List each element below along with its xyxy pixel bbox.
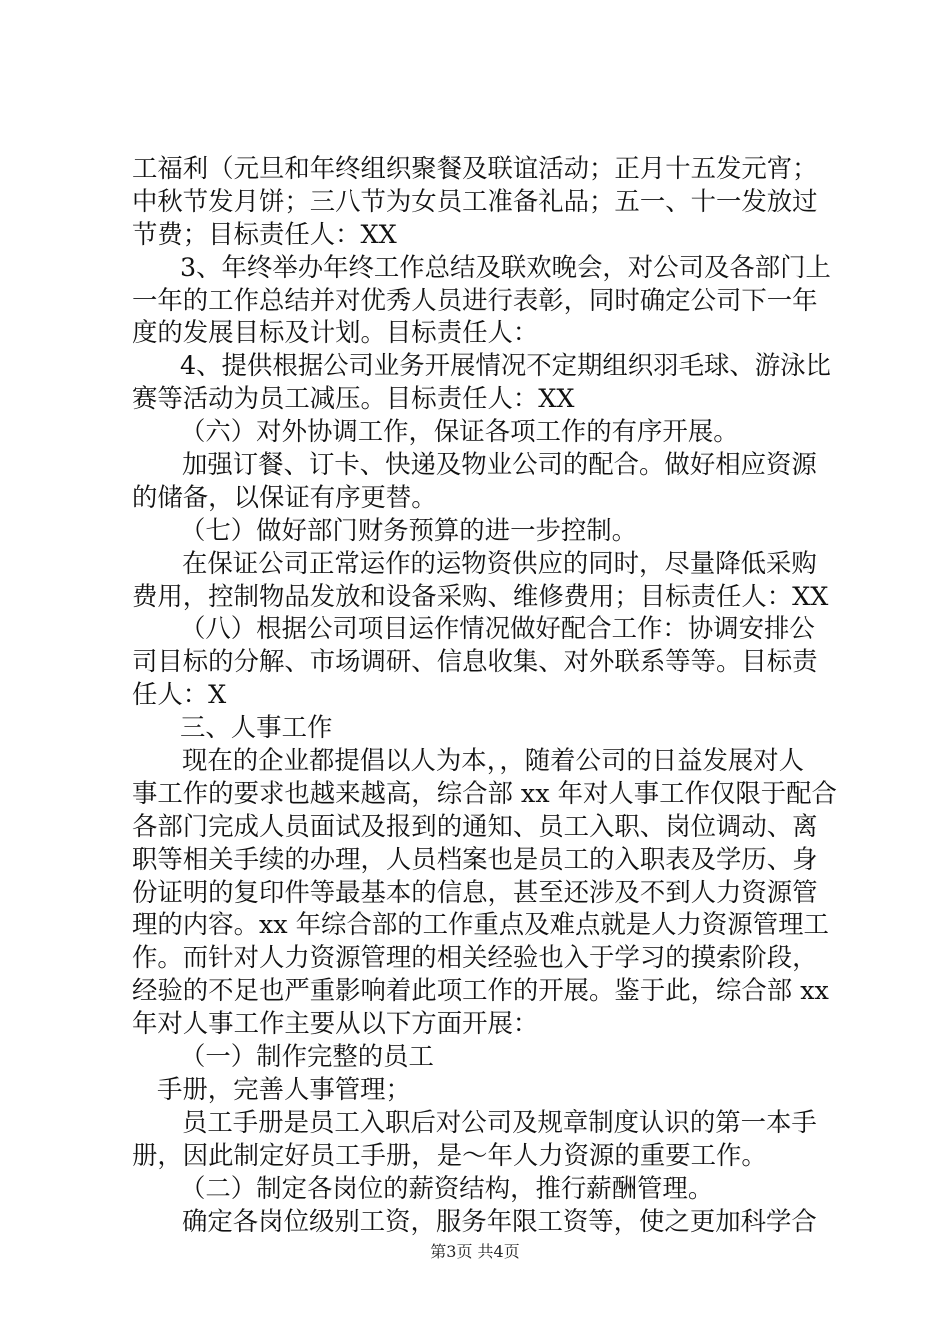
text-line: 3、年终举办年终工作总结及联欢晚会，对公司及各部门上 xyxy=(180,251,831,282)
text-line: 作。而针对人力资源管理的相关经验也入于学习的摸索阶段， xyxy=(132,942,818,973)
text-line: 的储备，以保证有序更替。 xyxy=(132,481,437,512)
section-heading: （八）根据公司项目运作情况做好配合工作：协调安排公 xyxy=(180,613,815,644)
text-line: 年对人事工作主要从以下方面开展： xyxy=(132,1008,539,1039)
text-line: 员工手册是员工入职后对公司及规章制度认识的第一本手 xyxy=(182,1106,817,1137)
section-heading: （七）做好部门财务预算的进一步控制。 xyxy=(180,514,638,545)
text-line: 加强订餐、订卡、快递及物业公司的配合。做好相应资源 xyxy=(182,449,817,480)
text-line: 现在的企业都提倡以人为本，，随着公司的日益发展对人 xyxy=(182,745,805,776)
text-line: 在保证公司正常运作的运物资供应的同时，尽量降低采购 xyxy=(182,547,817,578)
text-line: 费用，控制物品发放和设备采购、维修费用；目标责任人：XX xyxy=(132,580,829,611)
section-heading: （一）制作完整的员工 xyxy=(180,1041,434,1072)
text-line: 理的内容。xx 年综合部的工作重点及难点就是人力资源管理工 xyxy=(132,909,829,940)
text-line: 手册，完善人事管理； xyxy=(157,1073,411,1104)
text-line: 任人：X xyxy=(132,679,227,710)
text-line: 册，因此制定好员工手册，是～年人力资源的重要工作。 xyxy=(132,1139,767,1170)
section-heading: （二）制定各岗位的薪资结构，推行薪酬管理。 xyxy=(180,1172,714,1203)
document-body xyxy=(132,152,837,1237)
text-line: 经验的不足也严重影响着此项工作的开展。鉴于此，综合部 xx xyxy=(132,975,829,1006)
text-line: 中秋节发月饼；三八节为女员工准备礼品；五一、十一发放过 xyxy=(132,185,818,216)
text-line: 赛等活动为员工减压。目标责任人：XX xyxy=(132,383,575,414)
chapter-heading: 三、人事工作 xyxy=(180,712,333,743)
text-line: 节费；目标责任人：XX xyxy=(132,218,397,249)
section-heading: （六）对外协调工作，保证各项工作的有序开展。 xyxy=(180,416,739,447)
text-line: 职等相关手续的办理，人员档案也是员工的入职表及学历、身 xyxy=(132,843,818,874)
text-line: 4、提供根据公司业务开展情况不定期组织羽毛球、游泳比 xyxy=(180,350,831,381)
text-line: 份证明的复印件等最基本的信息，甚至还涉及不到人力资源管 xyxy=(132,876,818,907)
text-line: 各部门完成人员面试及报到的通知、员工入职、岗位调动、离 xyxy=(132,810,818,841)
text-line: 事工作的要求也越来越高，综合部 xx 年对人事工作仅限于配合 xyxy=(132,777,837,808)
page-number-footer: 第3页 共4页 xyxy=(430,1242,520,1261)
text-line: 一年的工作总结并对优秀人员进行表彰，同时确定公司下一年 xyxy=(132,284,818,315)
text-line: 司目标的分解、市场调研、信息收集、对外联系等等。目标责 xyxy=(132,646,818,677)
text-line: 工福利（元旦和年终组织聚餐及联谊活动；正月十五发元宵； xyxy=(132,153,818,183)
text-line: 确定各岗位级别工资，服务年限工资等，使之更加科学合 xyxy=(182,1205,817,1236)
text-line: 度的发展目标及计划。目标责任人： xyxy=(132,317,539,348)
